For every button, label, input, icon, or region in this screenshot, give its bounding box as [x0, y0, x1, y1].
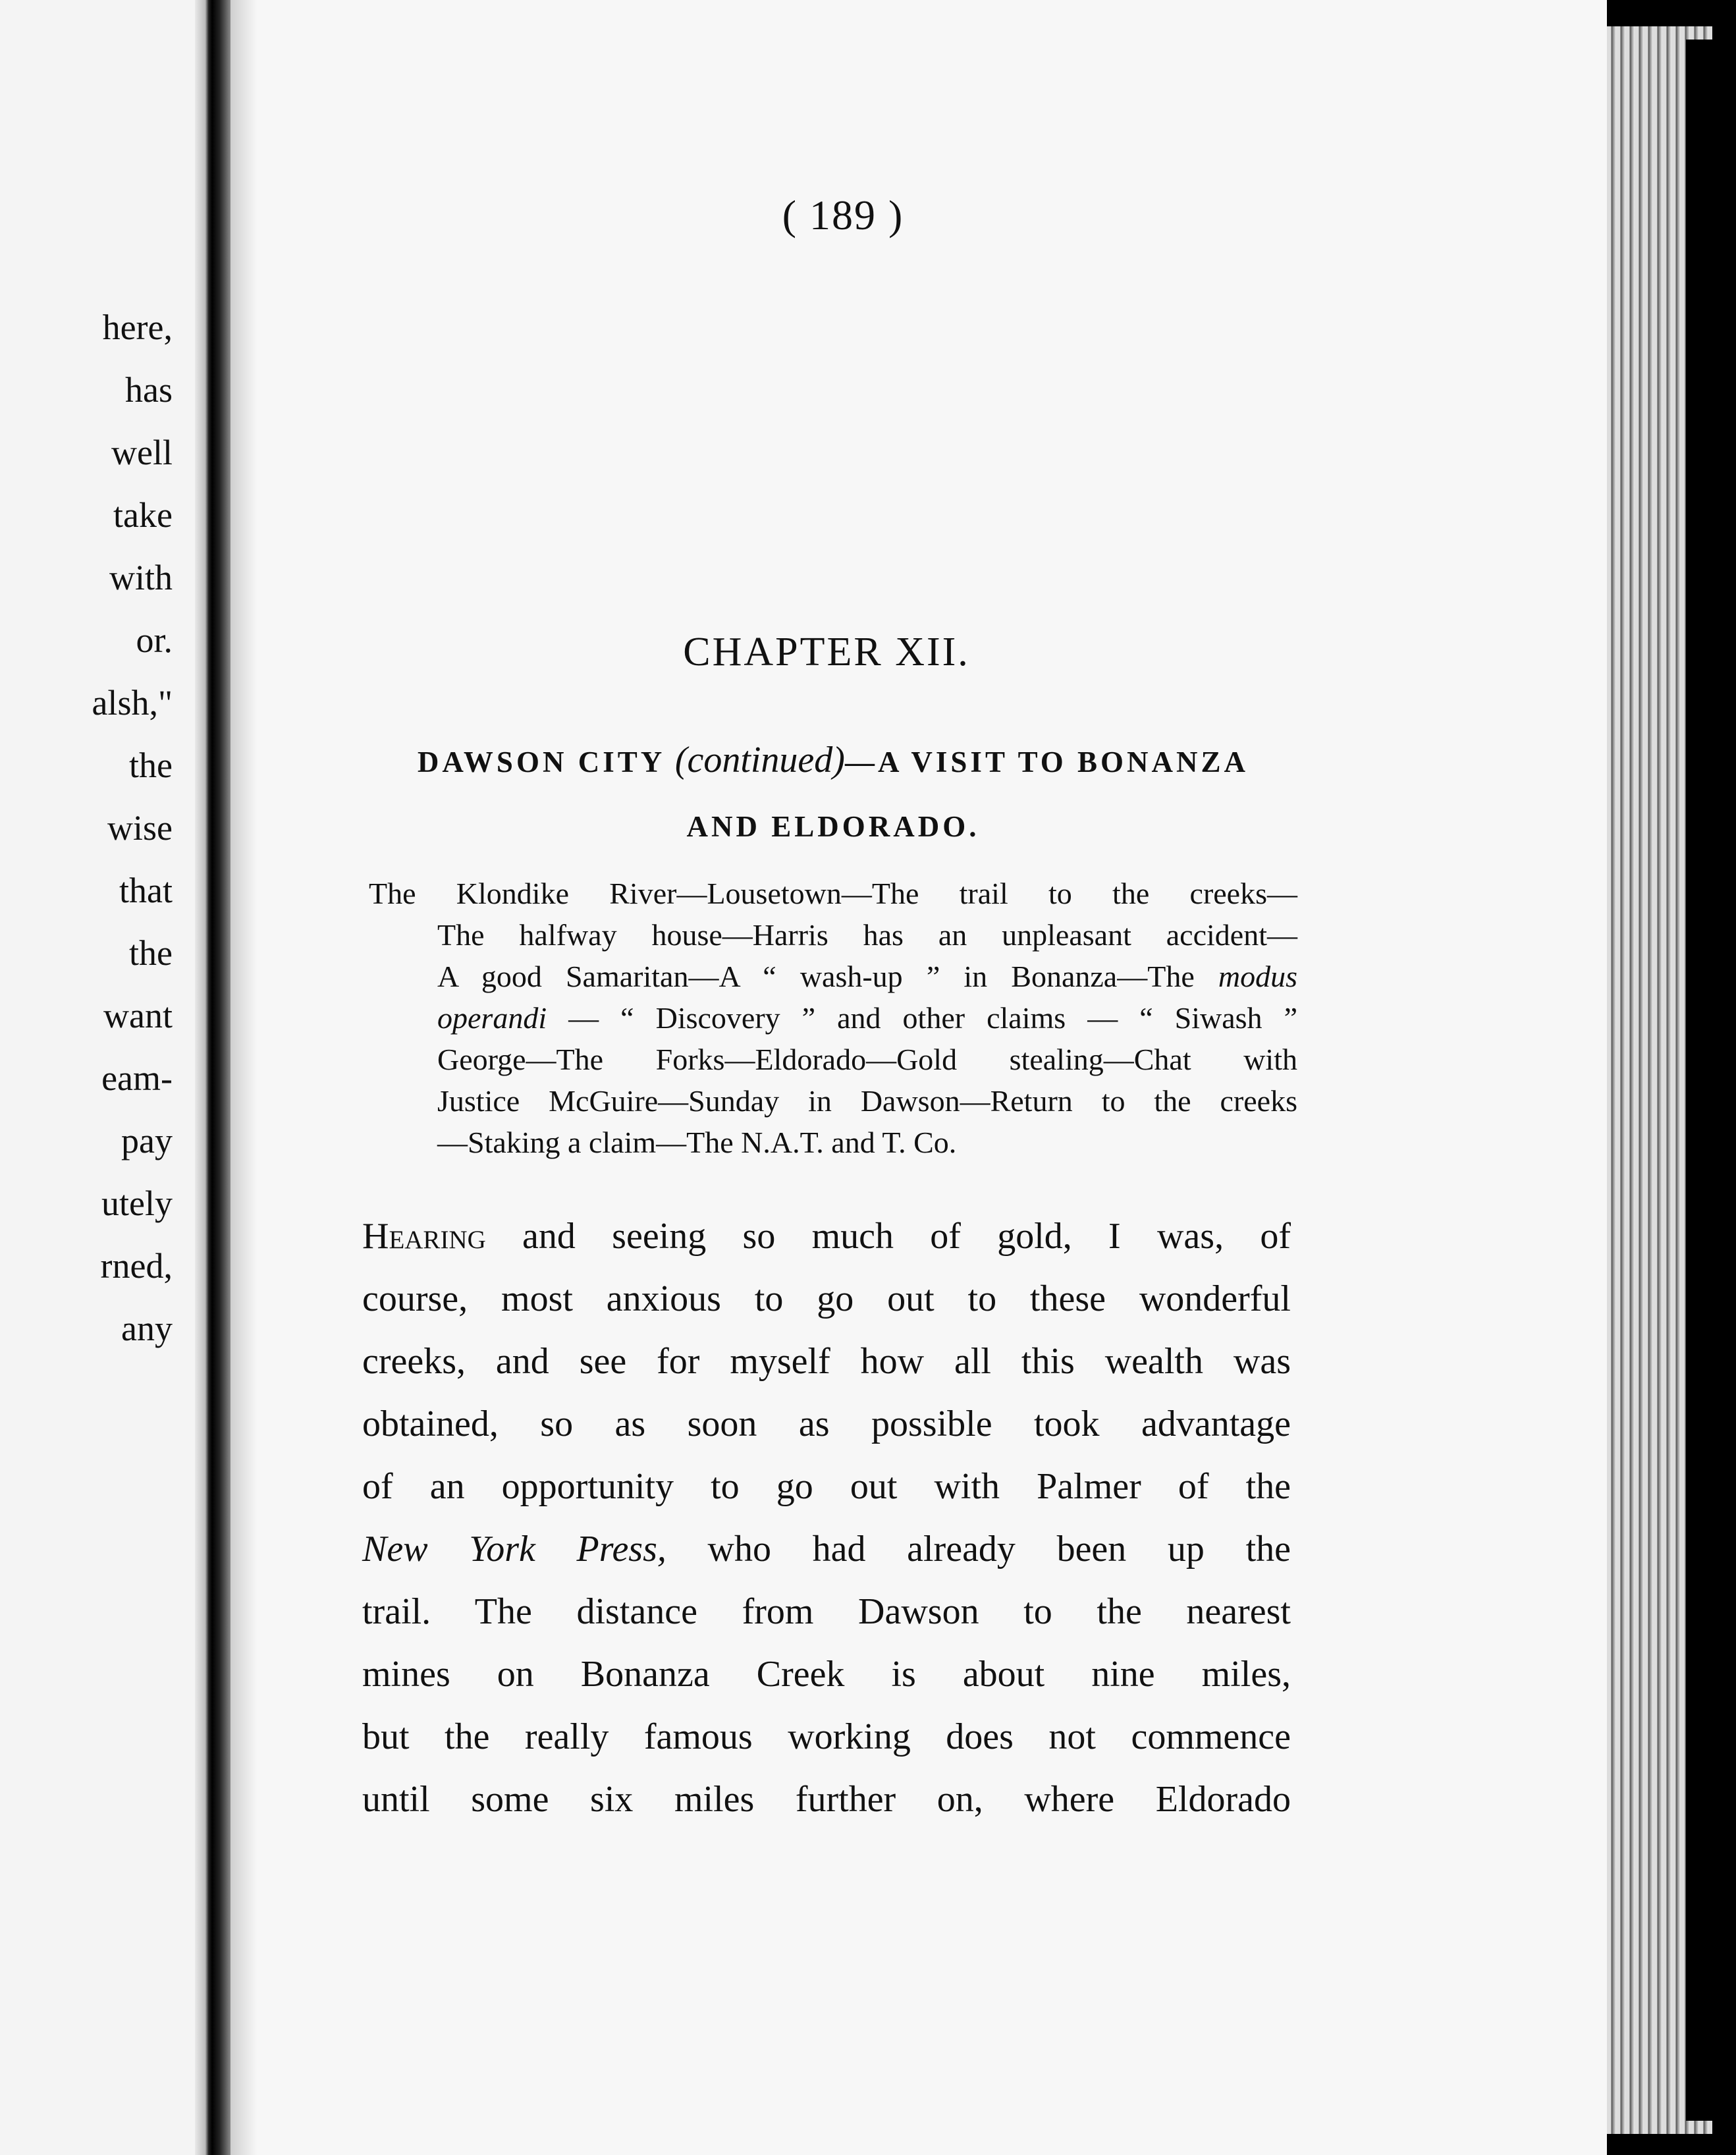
body-line: course, most anxious to go out to these wonderful: [362, 1278, 1291, 1319]
facing-line: the: [129, 933, 173, 973]
facing-line: that: [119, 871, 173, 910]
chapter-title: CHAPTER XII.: [683, 630, 970, 674]
facing-line: pay: [121, 1121, 173, 1160]
chapter-subtitle: [369, 728, 1297, 859]
subtitle-line-2: AND ELDORADO.: [686, 810, 980, 843]
facing-line: any: [121, 1309, 173, 1348]
summary-line: George—The Forks—Eldorado—Gold stealing—Chat with: [437, 1043, 1297, 1076]
body-line: obtained, so as soon as possible took advantage: [362, 1404, 1291, 1444]
summary-line: Justice McGuire—Sunday in Dawson—Return to the creeks: [437, 1084, 1297, 1118]
body-line: Hearing and seeing so much of gold, I was, of: [362, 1216, 1291, 1257]
publication-name: New York Press,: [362, 1529, 666, 1569]
facing-line: well: [111, 433, 173, 472]
facing-page-fragment: [0, 0, 212, 2155]
facing-line: here,: [102, 308, 173, 347]
summary-line: The halfway house—Harris has an unpleasant accident—: [437, 918, 1297, 952]
body-paragraph: [362, 1205, 1291, 1831]
page-gutter: [195, 0, 212, 2155]
page-number: ( 189 ): [782, 192, 904, 238]
chapter-summary: [369, 873, 1297, 1163]
facing-line: rned,: [100, 1246, 173, 1286]
facing-line: or.: [136, 620, 173, 660]
body-line: trail. The distance from Dawson to the nearest: [362, 1591, 1291, 1632]
page-curve-shadow: [231, 0, 257, 2155]
summary-line: —Staking a claim—The N.A.T. and T. Co.: [437, 1126, 957, 1159]
summary-line: The Klondike River—Lousetown—The trail to the creeks—: [369, 877, 1297, 910]
facing-line: want: [103, 996, 173, 1035]
summary-line: operandi — “ Discovery ” and other claims — “ Siwash ”: [437, 1001, 1297, 1035]
facing-line: eam-: [101, 1058, 173, 1098]
book-edge-background: [1686, 40, 1736, 2121]
body-line: of an opportunity to go out with Palmer of the: [362, 1466, 1291, 1507]
facing-line: the: [129, 746, 173, 785]
book-spine-shadow: [212, 0, 231, 2155]
body-line: creeks, and see for myself how all this wealth was: [362, 1341, 1291, 1382]
body-line: but the really famous working does not commence: [362, 1716, 1291, 1757]
facing-line: wise: [107, 808, 173, 848]
facing-line: has: [125, 370, 173, 410]
facing-line: take: [113, 495, 173, 535]
summary-line: A good Samaritan—A “ wash-up ” in Bonanza—The modus: [437, 960, 1297, 993]
body-line: New York Press, who had already been up the: [362, 1529, 1291, 1569]
facing-line: utely: [101, 1184, 173, 1223]
body-line: mines on Bonanza Creek is about nine miles,: [362, 1654, 1291, 1695]
subtitle-line-1: DAWSON CITY (continued)—A VISIT TO BONANZA: [417, 740, 1249, 780]
facing-line: with: [109, 558, 173, 597]
facing-line: alsh,": [92, 683, 173, 723]
body-line: until some six miles further on, where Eldorado: [362, 1779, 1291, 1820]
facing-page-text: [92, 296, 173, 1360]
lead-word: Hearing: [362, 1216, 486, 1257]
